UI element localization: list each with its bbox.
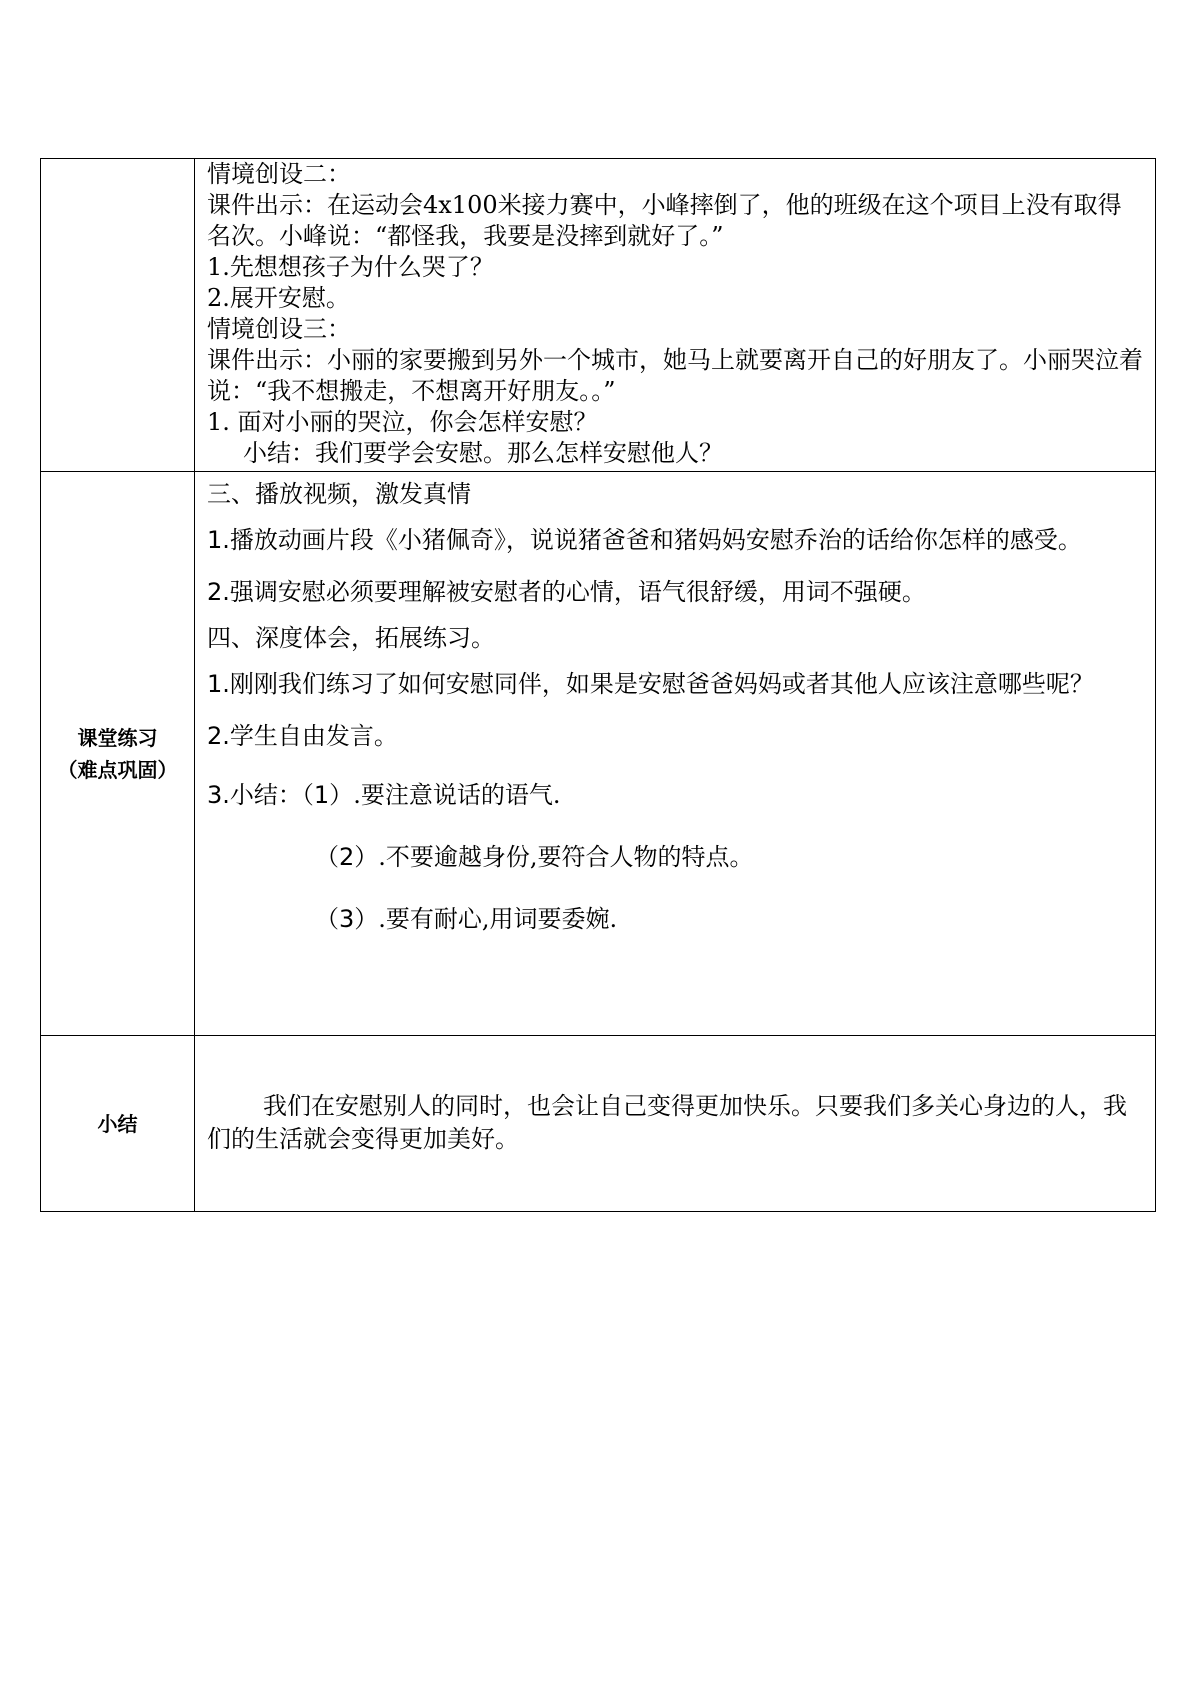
scenario-two-step-1: 1.先想想孩子为什么哭了？	[207, 253, 494, 281]
item-number: 1.	[207, 526, 230, 554]
table-row	[41, 159, 1156, 472]
practice-item-2	[207, 574, 1145, 610]
scenario-summary: 小结：我们要学会安慰。那么怎样安慰他人？	[243, 439, 723, 467]
scenario-two-step-2: 2.展开安慰。	[207, 284, 350, 312]
practice-item-3	[207, 660, 1145, 708]
item-number: 2.	[207, 722, 230, 750]
item-number: 2.	[207, 578, 230, 606]
scenario-three-heading: 情境创设三：	[207, 315, 351, 343]
table-row	[41, 1036, 1156, 1212]
row-label-empty	[41, 159, 195, 472]
practice-item-4	[207, 718, 1145, 754]
label-practice: 课堂练习	[77, 725, 158, 750]
item-text: 学生自由发言。	[229, 722, 398, 750]
table-row	[41, 472, 1156, 1036]
scenario-two-heading: 情境创设二：	[207, 160, 351, 188]
scenario-three-text: 课件出示：小丽的家要搬到另外一个城市，她马上就要离开自己的好朋友了。小丽哭泣着说：“我不想搬走，不想离开好朋友。。”	[207, 346, 1143, 405]
summary-number: （1）	[301, 781, 354, 809]
summary-text: .不要逾越身份,要符合人物的特点。	[378, 843, 754, 871]
summary-paragraph: 我们在安慰别人的同时，也会让自己变得更加快乐。只要我们多关心身边的人，我们的生活就会变得更加美好。	[207, 1092, 1127, 1153]
item-number: 1.	[207, 670, 230, 698]
scenario-three-step-1: 1. 面对小丽的哭泣，你会怎样安慰？	[207, 408, 598, 436]
summary-text: .要有耐心,用词要委婉.	[378, 905, 618, 933]
row-content	[195, 1036, 1156, 1212]
label-difficulty: （难点巩固）	[57, 757, 178, 782]
summary-text: .要注意说话的语气.	[353, 781, 561, 809]
summary-prefix: 小结：	[229, 781, 302, 809]
summary-line-1	[207, 764, 1145, 826]
row-content	[195, 159, 1156, 472]
item-number: 3.	[207, 781, 230, 809]
section-four-heading: 四、深度体会，拓展练习。	[207, 624, 495, 652]
summary-line-2	[207, 826, 1145, 888]
summary-line-3	[207, 888, 1145, 950]
lesson-plan-table	[40, 158, 1156, 1212]
row-label-summary: 小结	[41, 1036, 195, 1212]
row-label-practice	[41, 472, 195, 1036]
item-text: 播放动画片段《小猪佩奇》，说说猪爸爸和猪妈妈安慰乔治的话给你怎样的感受。	[229, 526, 1082, 554]
item-text: 强调安慰必须要理解被安慰者的心情，语气很舒缓，用词不强硬。	[229, 578, 926, 606]
scenario-two-text: 课件出示：在运动会4x100米接力赛中，小峰摔倒了，他的班级在这个项目上没有取得名次。小峰说：“都怪我，我要是没摔到就好了。”	[207, 191, 1122, 250]
summary-number: （2）	[315, 843, 379, 871]
section-three-heading: 三、播放视频，激发真情	[207, 480, 471, 508]
summary-number: （3）	[315, 905, 379, 933]
item-text: 刚刚我们练习了如何安慰同伴，如果是安慰爸爸妈妈或者其他人应该注意哪些呢？	[229, 670, 1094, 698]
row-content	[195, 472, 1156, 1036]
practice-item-1	[207, 516, 1145, 564]
